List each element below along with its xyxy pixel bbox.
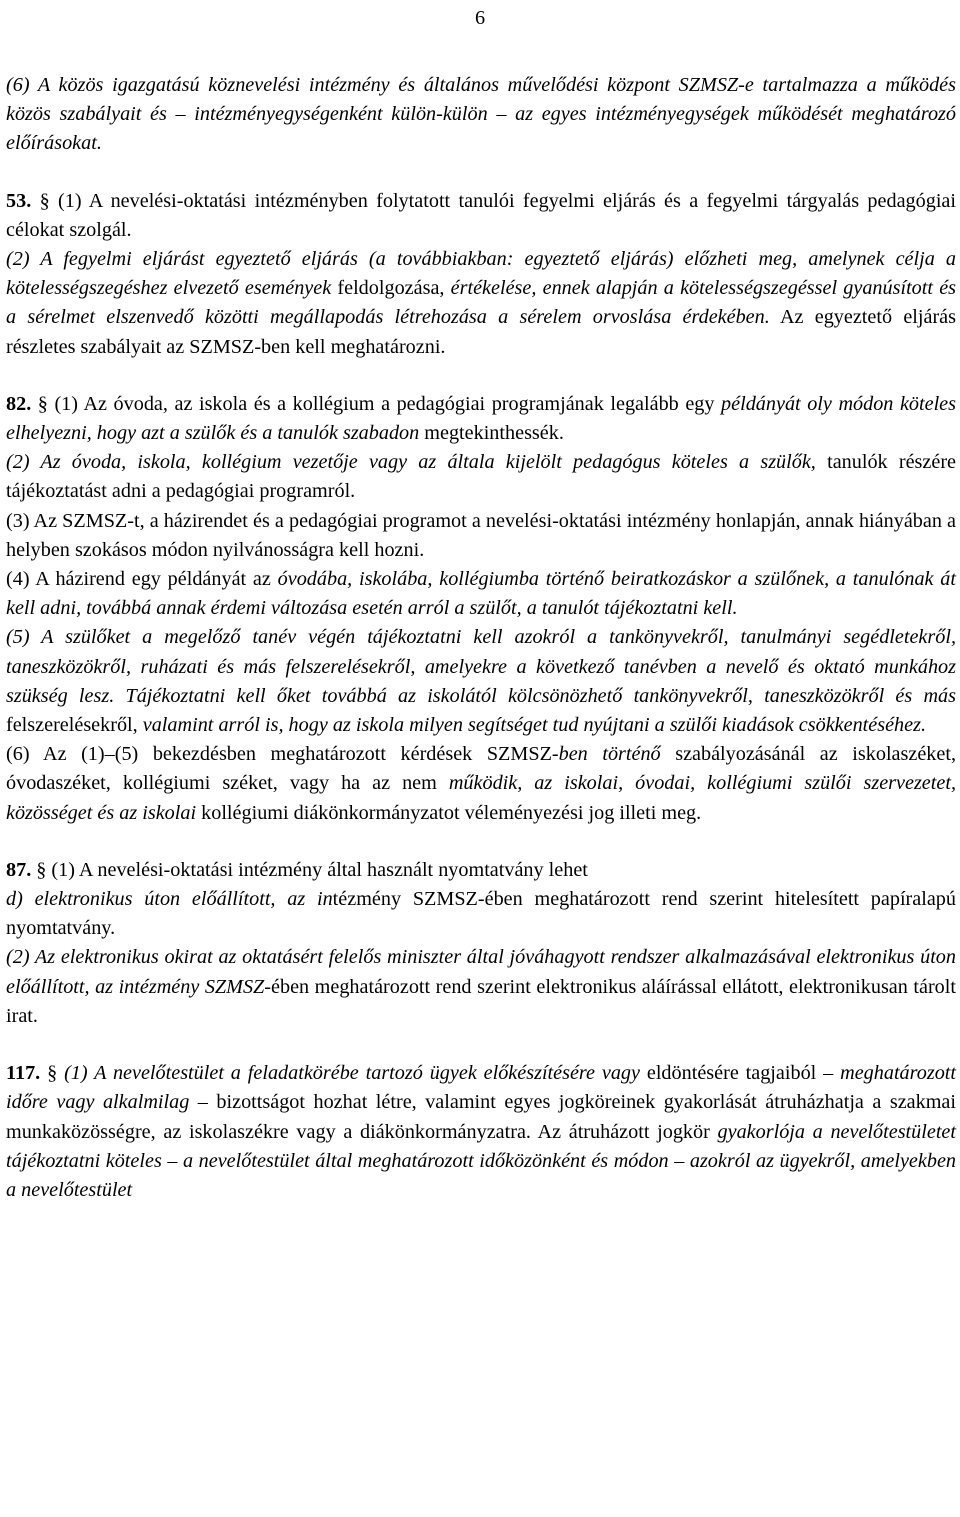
section-53-paragraph-1 — [6, 187, 956, 245]
section-sign: § — [39, 189, 50, 212]
text: tézmény SZMSZ-ében meghatározott rend szerint hitelesített papíralapú nyomtatvány. — [6, 888, 956, 940]
section-82-paragraph-2 — [6, 448, 956, 506]
section-87-point-d — [6, 885, 956, 943]
section-117-paragraph-1 — [6, 1059, 956, 1205]
text: eldöntésére tagjaiból – — [646, 1062, 834, 1085]
section-sign: § — [47, 1062, 58, 1085]
italic-text: példányát oly módon köteles elhelyezni, hogy azt a szülők és a tanulók szabadon — [6, 392, 957, 445]
section-87-paragraph-2 — [6, 943, 956, 1031]
text: kollégiumi diákönkormányzatot véleményezési jog illeti meg. — [201, 801, 702, 824]
italic-text: valamint arról is, hogy az iskola milyen segítséget tud nyújtani a szülői kiadások csökkentéséhez. — [142, 714, 927, 737]
text: (3) Az SZMSZ-t, a házirendet és a pedagógiai programot a nevelési-oktatási intézmény honlapján, annak hiányában a helyben szokásos módon nyilvánosságra kell hozni. — [6, 509, 956, 561]
section-87-paragraph-1 — [6, 856, 956, 885]
section-82-paragraph-5 — [6, 623, 956, 740]
italic-text: (5) A szülőket a megelőző tanév végén tájékoztatni kell azokról a tankönyvekről, tanulmányi segédletekről, taneszközökről, ruházati és más felszerelésekről, amelyekre a következő tanévben a nevelő és oktató munkához szükség lesz. Tájékoztatni kell őket továbbá az iskolától kölcsönözhető tankönyvekről, taneszközökről és más — [6, 626, 956, 707]
text: (6) Az (1)–(5) bekezdésben meghatározott kérdések SZMSZ- — [6, 743, 559, 766]
italic-text: (2) Az elektronikus okirat az oktatásért felelős miniszter által jóváhagyott rendszer alkalmazásával elektronikus úton előállított, az intézmény SZMSZ- — [6, 946, 956, 998]
section-82-paragraph-6 — [6, 740, 956, 828]
section-number: 117. — [6, 1062, 41, 1085]
text: ében meghatározott rend szerint elektronikus aláírással ellátott, elektronikusan tárolt irat. — [6, 975, 956, 1027]
text: (1) Az óvoda, az iskola és a kollégium a pedagógiai programjának legalább egy — [54, 392, 715, 415]
italic-text: (2) A fegyelmi eljárást egyeztető eljárás (a továbbiakban: egyeztető eljárás) előzheti meg, amelynek célja a kötelességszegéshez elvezető események — [6, 248, 956, 300]
italic-text: értékelése, ennek alapján a kötelességszegéssel gyanúsított és a sérelmet elszenvedő közötti megállapodás létrehozása a sérelem orvoslása érdekében. — [6, 277, 957, 329]
italic-text: (1) A nevelőtestület a feladatkörébe tartozó ügyek előkészítésére vagy — [64, 1062, 640, 1085]
section-82-paragraph-4 — [6, 565, 956, 623]
text: (1) A nevelési-oktatási intézményben folytatott tanulói fegyelmi eljárás és a fegyelmi tárgyalás pedagógiai célokat szolgál. — [6, 189, 956, 241]
italic-text: ben történő — [558, 743, 661, 766]
text: megtekinthessék. — [424, 422, 564, 445]
section-sign: § — [36, 858, 47, 881]
section-number: 53. — [6, 189, 32, 212]
section-number: 87. — [6, 858, 32, 881]
section-53-paragraph-2 — [6, 245, 956, 362]
page-number: 6 — [474, 7, 486, 29]
text: szabályozásánál az iskolaszéket, óvodaszéket, kollégiumi széket, vagy ha az nem — [6, 743, 956, 795]
document-body — [6, 71, 956, 1205]
text: felszerelésekről, — [6, 714, 138, 737]
italic-text: (6) A közös igazgatású köznevelési intézmény és általános művelődési központ SZMSZ-e tartalmazza a működés közös szabályait és – intézményegységenként külön-külön – az egyes intézményegységek működését meghatározó előírásokat. — [6, 74, 956, 155]
section-82-paragraph-1 — [6, 390, 956, 448]
italic-text: működik, az iskolai, óvodai, kollégiumi szülői szervezetet, közösséget és az iskolai — [6, 772, 956, 824]
text: bizottságot hozhat létre, valamint egyes jogköreinek gyakorlását átruházhatja a szakmai munkaközösségre, az iskolaszékre vagy a diákönkormányzatra. Az átruházott jogkör — [6, 1091, 956, 1143]
section-82-paragraph-3 — [6, 507, 956, 565]
text: Az egyeztető eljárás — [779, 306, 957, 329]
text: tanulók részére tájékoztatást adni a pedagógiai programról. — [6, 451, 957, 503]
text: feldolgozása, — [337, 277, 445, 300]
italic-text: d) elektronikus úton előállított, az in — [6, 888, 333, 911]
italic-text: meghatározott időre vagy alkalmilag – — [6, 1062, 957, 1114]
section-sign: § — [37, 392, 48, 415]
paragraph-6-szmsz — [6, 71, 956, 159]
text: (4) A házirend egy példányát az — [6, 568, 271, 591]
italic-text: óvodába, iskolába, kollégiumba történő beiratkozáskor a szülőnek, a tanulónak át kell adni, továbbá annak érdemi változása esetén arról a szülőt, a tanulót tájékoztatni kell. — [6, 568, 957, 620]
section-number: 82. — [6, 392, 32, 415]
italic-text: gyakorlója a nevelőtestületet tájékoztatni köteles – a nevelőtestület által meghatározott időközönként és módon – azokról az ügyekről, amelyekben a nevelőtestület — [6, 1120, 957, 1201]
italic-text: (2) Az óvoda, iskola, kollégium vezetője vagy az általa kijelölt pedagógus köteles a szülők, — [6, 451, 816, 474]
text: (1) A nevelési-oktatási intézmény által használt nyomtatvány lehet — [51, 858, 588, 881]
text: részletes szabályait az SZMSZ-ben kell meghatározni. — [6, 335, 446, 358]
